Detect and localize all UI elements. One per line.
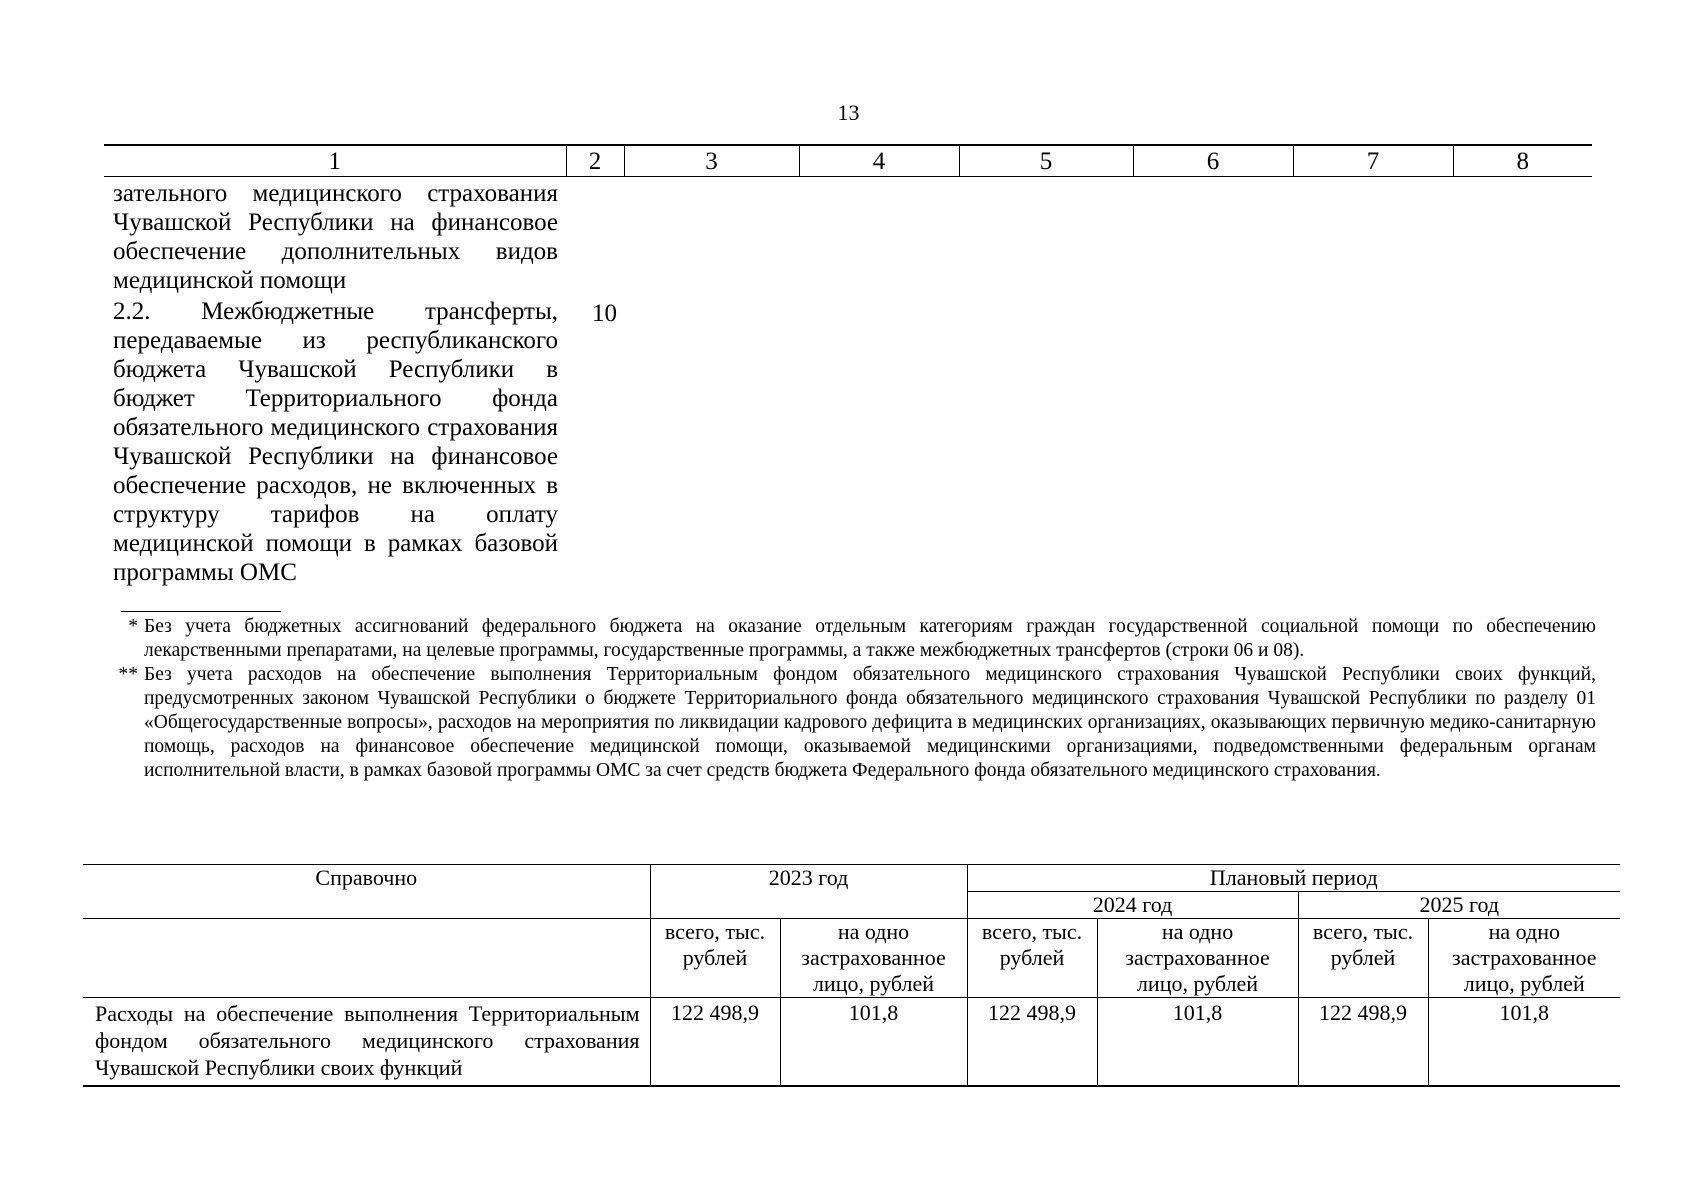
table-row xyxy=(104,177,1592,296)
year-2024-header: 2024 год xyxy=(967,892,1298,919)
footnote xyxy=(114,663,1596,783)
footnote-mark: * xyxy=(128,616,138,637)
col-total-2024: всего, тыс. рублей xyxy=(967,919,1097,998)
value-per-person-2023: 101,8 xyxy=(780,998,967,1087)
reference-table xyxy=(83,864,1620,1087)
reference-label: Справочно xyxy=(83,865,650,919)
value-total-2025: 122 498,9 xyxy=(1298,998,1428,1087)
reference-header-row xyxy=(83,865,1620,892)
main-table xyxy=(104,144,1592,587)
footnote-separator xyxy=(121,611,281,612)
table-row xyxy=(104,295,1592,587)
row-description: 2.2. Межбюджетные трансферты, передаваемые из республиканского бюджета Чувашской Республики в бюджет Территориального фонда обязательного медицинского страхования Чувашской Республики на финансовое обеспечение расходов, не включенных в структуру тарифов на оплату медицинской помощи в рамках базовой программы ОМС xyxy=(113,298,558,586)
col-per-person-2025: на одно застрахованное лицо, рублей xyxy=(1428,919,1620,998)
footnote-mark: ** xyxy=(118,664,138,685)
footnote-text: Без учета расходов на обеспечение выполнения Территориальным фондом обязательного медицинского страхования Чувашской Республики своих функций, предусмотренных законом Чувашской Республики о бюджете Территориального фонда обязательного медицинского страхования Чувашской Республики по разделу 01 «Общегосударственные вопросы», расходов на мероприятия по ликвидации кадрового дефицита в медицинских организациях, оказывающих первичную медико-санитарную помощь, расходов на финансовое обеспечение медицинской помощи, оказываемой медицинскими организациями, подведомственными федеральным органам исполнительной власти, в рамках базовой программы ОМС за счет средств бюджета Федерального фонда обязательного медицинского страхования. xyxy=(144,664,1596,781)
table-row xyxy=(83,998,1620,1087)
reference-row-description: Расходы на обеспечение выполнения Территориальным фондом обязательного медицинского страхования Чувашской Республики своих функций xyxy=(83,998,650,1087)
year-2025-header: 2025 год xyxy=(1298,892,1620,919)
column-header-8: 8 xyxy=(1453,145,1592,177)
column-header-3: 3 xyxy=(624,145,799,177)
year-2023-header: 2023 год xyxy=(650,865,967,919)
row-code xyxy=(566,177,624,296)
row-description: зательного медицинского страхования Чувашской Республики на финансовое обеспечение дополнительных видов медицинской помощи xyxy=(113,180,558,294)
reference-subheader-row xyxy=(83,919,1620,998)
column-header-5: 5 xyxy=(959,145,1133,177)
value-total-2024: 122 498,9 xyxy=(967,998,1097,1087)
value-per-person-2024: 101,8 xyxy=(1097,998,1298,1087)
footnote xyxy=(114,615,1596,663)
column-number-row xyxy=(104,145,1592,177)
column-header-7: 7 xyxy=(1293,145,1453,177)
page-number: 13 xyxy=(837,100,860,125)
column-header-4: 4 xyxy=(799,145,959,177)
column-header-2: 2 xyxy=(566,145,624,177)
planned-period-header: Плановый период xyxy=(967,865,1620,892)
footnote-text: Без учета бюджетных ассигнований федерального бюджета на оказание отдельным категориям граждан государственной социальной помощи по обеспечению лекарственными препаратами, на целевые программы, государственные программы, а также межбюджетных трансфертов (строки 06 и 08). xyxy=(144,616,1596,661)
footnotes xyxy=(114,615,1596,783)
value-total-2023: 122 498,9 xyxy=(650,998,780,1087)
row-code: 10 xyxy=(592,300,617,327)
column-header-1: 1 xyxy=(104,145,566,177)
column-header-6: 6 xyxy=(1133,145,1293,177)
col-per-person-2024: на одно застрахованное лицо, рублей xyxy=(1097,919,1298,998)
value-per-person-2025: 101,8 xyxy=(1428,998,1620,1087)
col-total-2023: всего, тыс. рублей xyxy=(650,919,780,998)
col-total-2025: всего, тыс. рублей xyxy=(1298,919,1428,998)
col-per-person-2023: на одно застрахованное лицо, рублей xyxy=(780,919,967,998)
